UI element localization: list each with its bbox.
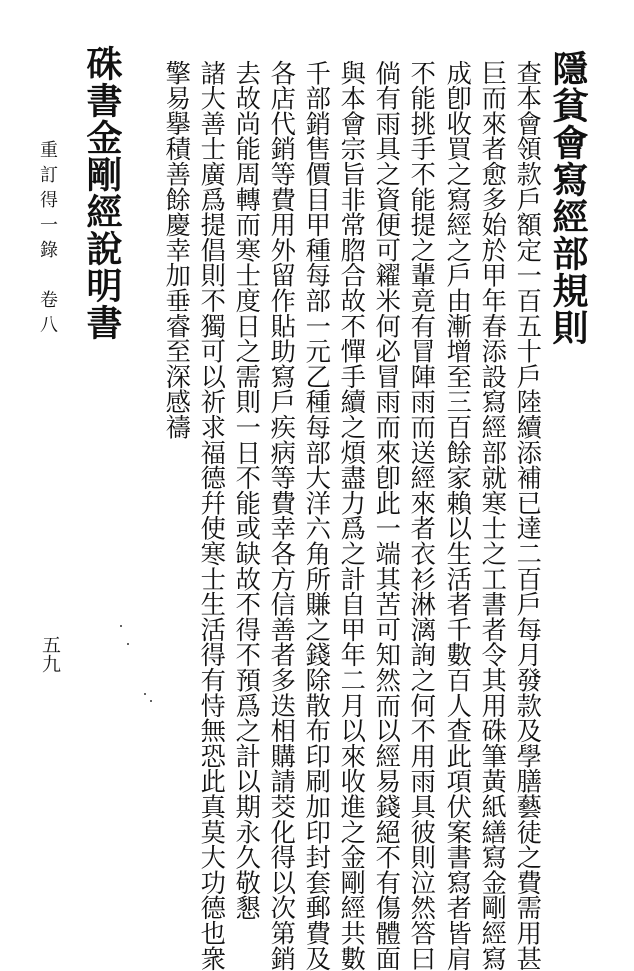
- margin-book-title: 重訂得一錄 卷八: [37, 140, 58, 340]
- scan-speck: [120, 625, 122, 627]
- body-column-8: 各店代銷等費用外留作貼助寫戶疾病等費幸各方信善者多迭相購請茭化得以次第銷: [267, 60, 297, 971]
- body-column-4: 不能挑手不能提之輩竟有冒陣雨而送經來者衣衫淋漓詢之何不用雨具彼則泣然答曰: [407, 60, 437, 971]
- body-column-2: 巨而來者愈多始於甲年春添設寫經部就寒士之工書者令其用硃筆黃紙繕寫金剛經寫: [478, 60, 508, 971]
- section-subtitle: 硃書金剛經說明書: [81, 45, 123, 341]
- body-column-5: 倘有雨具之資便可糴米何必冒雨而來卽此一端其苦可知然而以經易錢絕不有傷體面: [372, 60, 402, 971]
- scan-speck: [127, 643, 129, 645]
- scan-speck: [150, 700, 152, 702]
- body-column-9: 去故尚能周轉而寒士度日之需則一日不能或缺故不得不預爲之計以期永久敬懇: [232, 60, 262, 921]
- body-column-6: 與本會宗旨非常脗合故不憚手續之煩盡力爲之計自甲年二月以來收進之金剛經共數: [337, 60, 367, 971]
- scan-speck: [144, 693, 146, 695]
- document-title: 隱貧會寫經部規則: [547, 50, 589, 346]
- body-column-10: 諸大善士廣爲提倡則不獨可以祈求福德幷使寒士生活得有恃無恐此真莫大功德也衆: [197, 60, 227, 971]
- body-column-1: 查本會領款戶額定一百五十戶陸續添補已達二百戶每月發款及學膳藝徒之費需用甚: [513, 60, 543, 971]
- page-number: 五九: [39, 635, 61, 673]
- body-column-11: 擎易擧積善餘慶幸加垂睿至深感禱: [162, 60, 192, 440]
- body-column-3: 成卽收買之寫經之戶由漸增至三百餘家賴以生活者千數百人查此項伏案書寫者皆肩: [443, 60, 473, 971]
- body-column-7: 千部銷售價目甲種每部一元乙種每部大洋六角所賺之錢除散布印刷加印封套郵費及: [302, 60, 332, 971]
